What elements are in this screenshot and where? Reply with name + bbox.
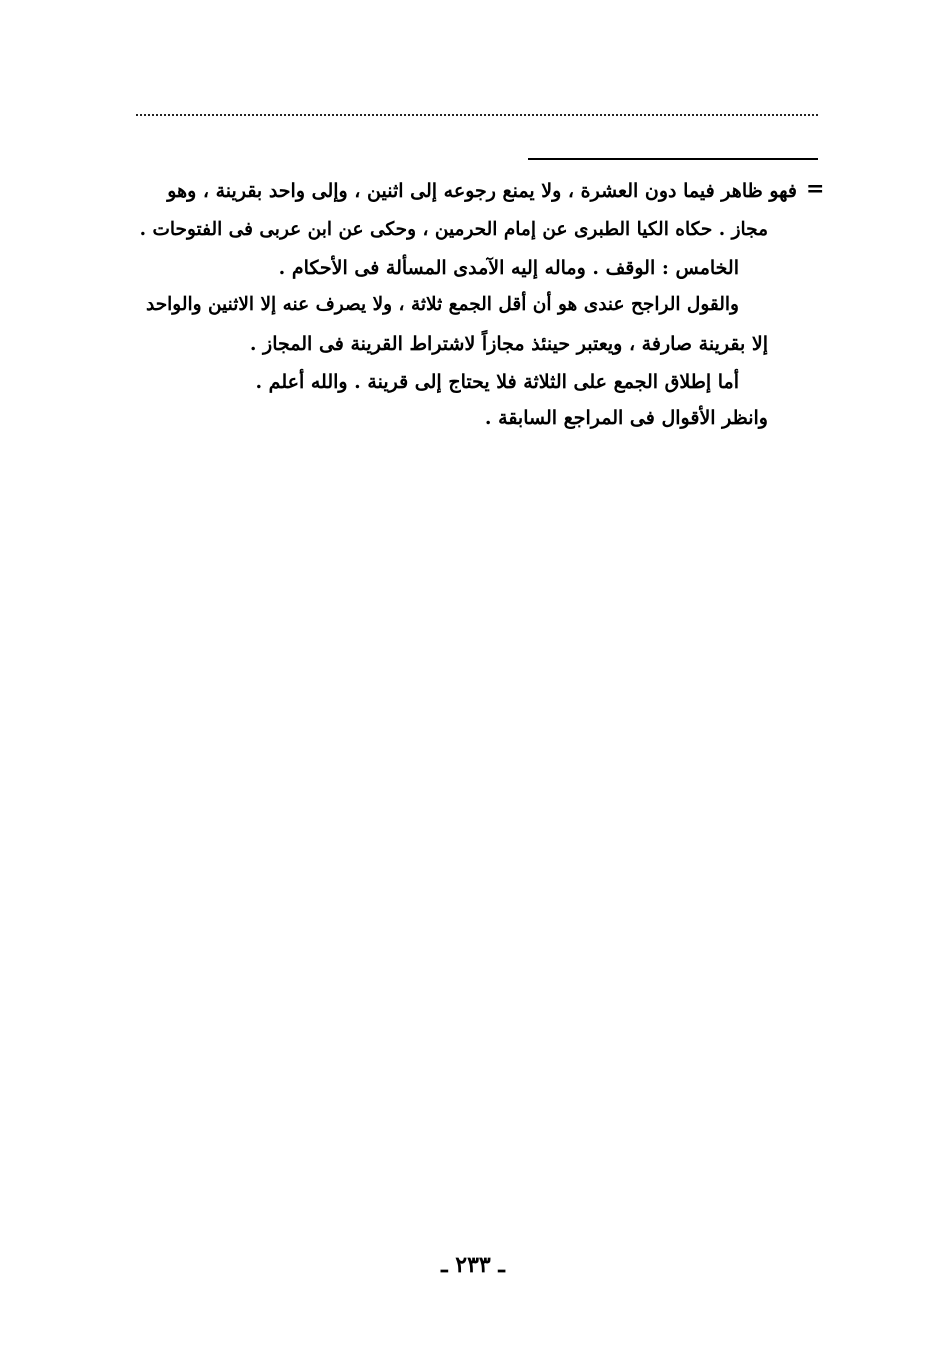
footnote-separator-rule	[528, 158, 818, 160]
footnote-line-5: إلا بقرينة صارفة ، ويعتبر حينئذ مجازاً لاشتراط القرينة فى المجاز .	[249, 333, 768, 355]
continuation-mark: =	[806, 176, 825, 202]
page-number: ـ ٢٣٣ ـ	[441, 1252, 505, 1278]
footnote-line-2: مجاز . حكاه الكيا الطبرى عن إمام الحرمين ، وحكى عن ابن عربى فى الفتوحات .	[139, 219, 768, 240]
footnote-line-1: فهو ظاهر فيما دون العشرة ، ولا يمنع رجوعه إلى اثنين ، وإلى واحد بقرينة ، وهو	[167, 180, 797, 202]
footnote-line-4: والقول الراجح عندى هو أن أقل الجمع ثلاثة ، ولا يصرف عنه إلا الاثنين والواحد	[145, 294, 739, 315]
dotted-separator-rule	[136, 114, 818, 116]
footnote-line-7: وانظر الأقوال فى المراجع السابقة .	[484, 407, 768, 429]
footnote-line-6: أما إطلاق الجمع على الثلاثة فلا يحتاج إلى قرينة . والله أعلم .	[255, 371, 739, 393]
footnote-line-3: الخامس : الوقف . وماله إليه الآمدى المسألة فى الأحكام .	[278, 257, 739, 279]
